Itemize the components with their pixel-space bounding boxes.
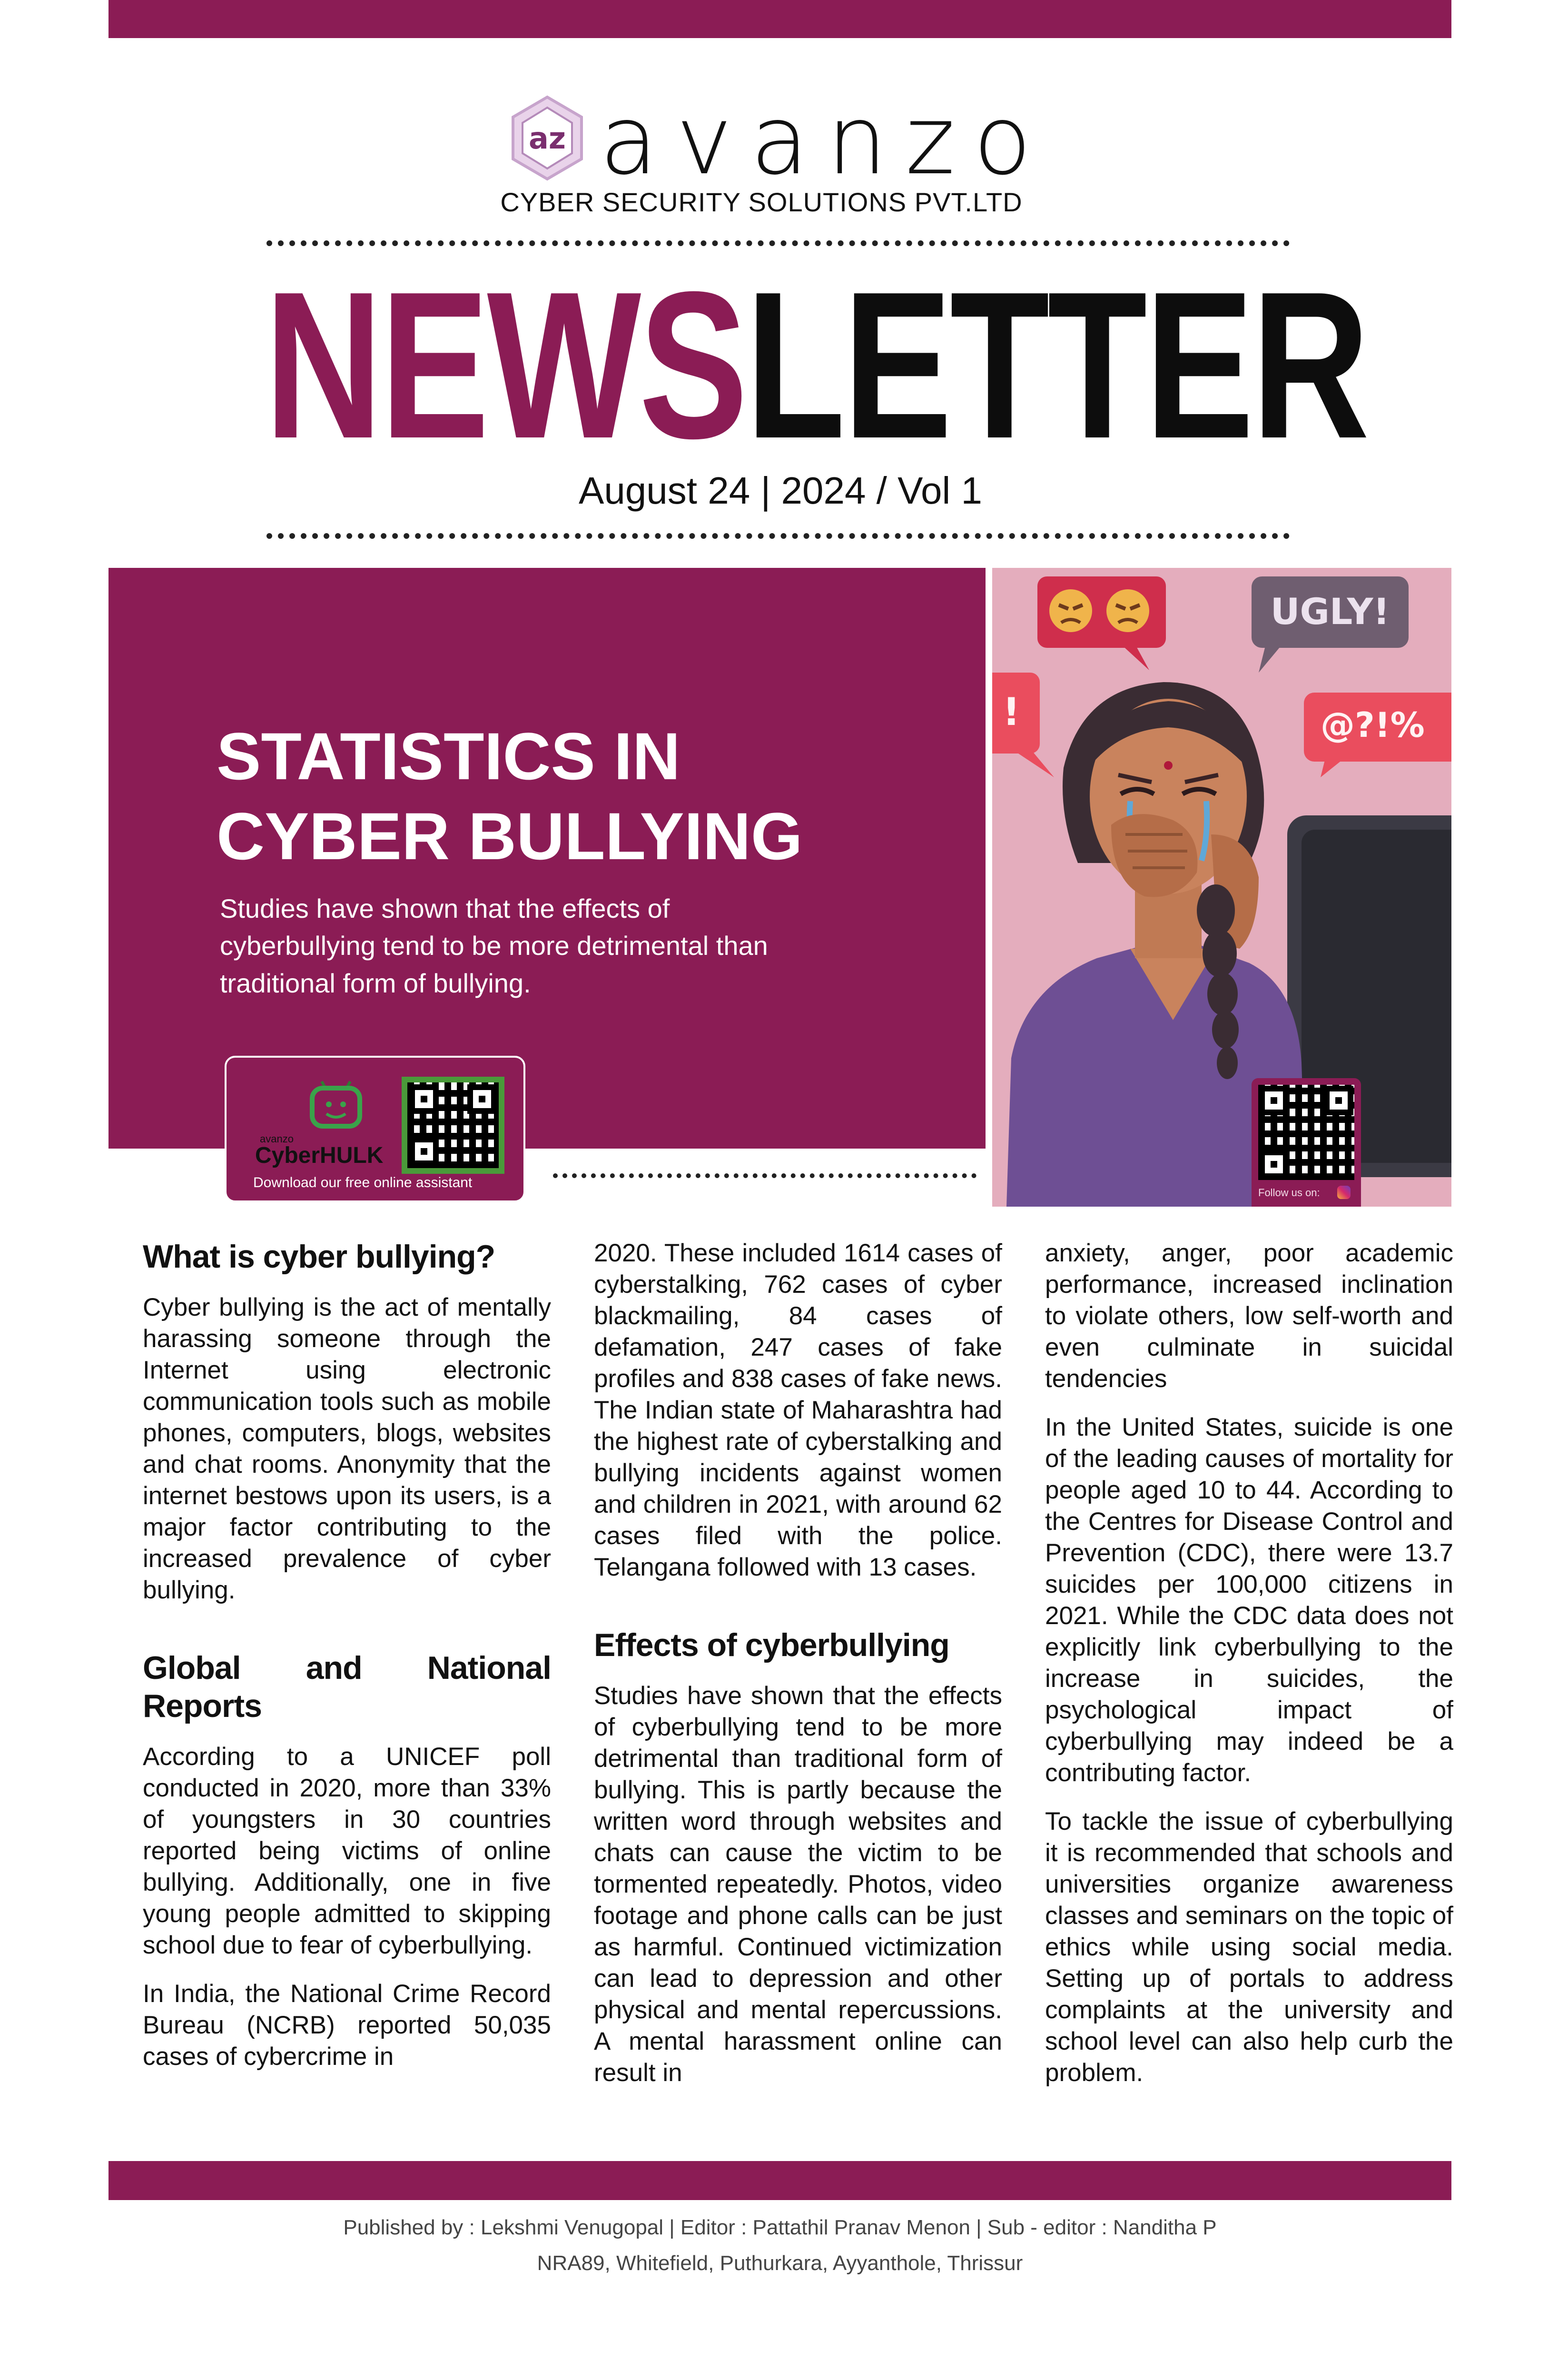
logo-mark-text: az xyxy=(529,121,566,156)
bubble-ugly-text: UGLY! xyxy=(1270,590,1390,633)
heading-what-is-cyber-bullying: What is cyber bullying? xyxy=(143,1239,495,1275)
cyberbullying-illustration xyxy=(992,568,1451,1207)
paragraph: To tackle the issue of cyberbullying it is recommended that schools and universities organize awareness classes and seminars on the topic of ethics while using social media. Setting up of portals to address complaints at the university and school level can also help curb the problem. xyxy=(1045,1807,1453,2087)
paragraph: In India, the National Crime Record Bureau (NCRB) reported 50,035 cases of cybercrime in xyxy=(143,1980,551,2071)
bottom-bar xyxy=(108,2161,1451,2200)
footer-credits: Published by : Lekshmi Venugopal | Editor : Pattathil Pranav Menon | Sub - editor : Nanditha P xyxy=(343,2216,1217,2239)
follow-card[interactable] xyxy=(1252,1078,1361,1207)
footer-address: NRA89, Whitefield, Puthurkara, Ayyanthole, Thrissur xyxy=(537,2251,1023,2275)
logo-hexagon-icon xyxy=(509,95,585,181)
brand-tagline: CYBER SECURITY SOLUTIONS PVT.LTD xyxy=(500,187,1023,217)
paragraph: Studies have shown that the effects of cyberbullying tend to be more detrimental than traditional form of bullying. This is partly because the written word through websites and chats can cause the victim to be tormented repeatedly. Photos, video footage and phone calls can be just as harmful. Continued victimization can lead to depression and other physical and mental repercussions. A mental harassment online can result in xyxy=(594,1682,1002,2087)
assistant-brand-small: avanzo xyxy=(260,1133,294,1145)
bubble-left-text: ! xyxy=(1003,690,1020,734)
robot-icon xyxy=(307,1081,365,1133)
paragraph: According to a UNICEF poll conducted in 2020, more than 33% of youngsters in 30 countries reported being victims of online bullying. Additionally, one in five young people admitted to skipping school due to fear of cyberbullying. xyxy=(143,1743,551,1959)
article-column-3 xyxy=(1045,1238,1453,2106)
paragraph: anxiety, anger, poor academic performance, increased inclination to violate others, low self-worth and even culminate in suicidal tendencies xyxy=(1045,1239,1453,1393)
follow-caption: Follow us on: xyxy=(1258,1187,1320,1199)
hero-title-line1: STATISTICS IN xyxy=(217,719,680,793)
paragraph: In the United States, suicide is one of the leading causes of mortality for people aged 10 to 44. According to the Centres for Disease Control and Prevention (CDC), there were 13.7 suicides per 100,000 citizens in 2021. While the CDC data does not explicitly link cyberbullying to the increase in suicides, the psychological impact of cyberbullying may indeed be a contributing factor. xyxy=(1045,1413,1453,1787)
paragraph: 2020. These included 1614 cases of cyberstalking, 762 cases of cyber blackmailing, 84 cases of defamation, 247 cases of fake profiles and 838 cases of fake news. The Indian state of Maharashtra had the highest rate of cyberstalking and bullying incidents against women and children in 2021, with around 62 cases filed with the police. Telangana followed with 13 cases. xyxy=(594,1239,1002,1581)
newsletter-title xyxy=(265,248,1368,482)
instagram-icon[interactable] xyxy=(1337,1186,1351,1199)
article-column-1 xyxy=(143,1238,551,2090)
issue-date: August 24 | 2024 / Vol 1 xyxy=(578,469,983,512)
divider-dots-bottom xyxy=(266,533,1290,539)
hero-title-line2: CYBER BULLYING xyxy=(217,799,803,873)
heading-global-national-reports: Global and National Reports xyxy=(143,1650,551,1724)
crying-girl-illustration xyxy=(992,568,1451,1207)
hero-title xyxy=(217,716,930,876)
bubble-symbols-text: @?!% xyxy=(1321,705,1425,745)
brand-name: avanzo xyxy=(600,85,1050,196)
logo xyxy=(509,85,1056,196)
article-column-2 xyxy=(594,1238,1002,2106)
divider-dots-top xyxy=(266,240,1290,246)
assistant-caption: Download our free online assistant xyxy=(253,1175,473,1190)
heading-effects-of-cyberbullying: Effects of cyberbullying xyxy=(594,1627,949,1663)
hero-subtitle: Studies have shown that the effects of cyberbullying tend to be more detrimental than traditional form of bullying. xyxy=(220,893,768,998)
top-bar xyxy=(108,0,1451,38)
paragraph: Cyber bullying is the act of mentally harassing someone through the Internet using electronic communication tools such as mobile phones, computers, blogs, websites and chat rooms. Anonymity that the internet bestows upon its users, is a major factor contributing to the increased prevalence of cyber bullying. xyxy=(143,1293,551,1604)
follow-qr-code[interactable] xyxy=(1258,1085,1354,1180)
divider-dots-hero xyxy=(553,1173,976,1178)
title-letter: LETTER xyxy=(745,248,1368,482)
assistant-card[interactable] xyxy=(225,1056,525,1202)
assistant-brand: CyberHULK xyxy=(255,1143,384,1168)
title-news: NEWS xyxy=(265,248,746,482)
assistant-qr-code[interactable] xyxy=(402,1077,504,1174)
